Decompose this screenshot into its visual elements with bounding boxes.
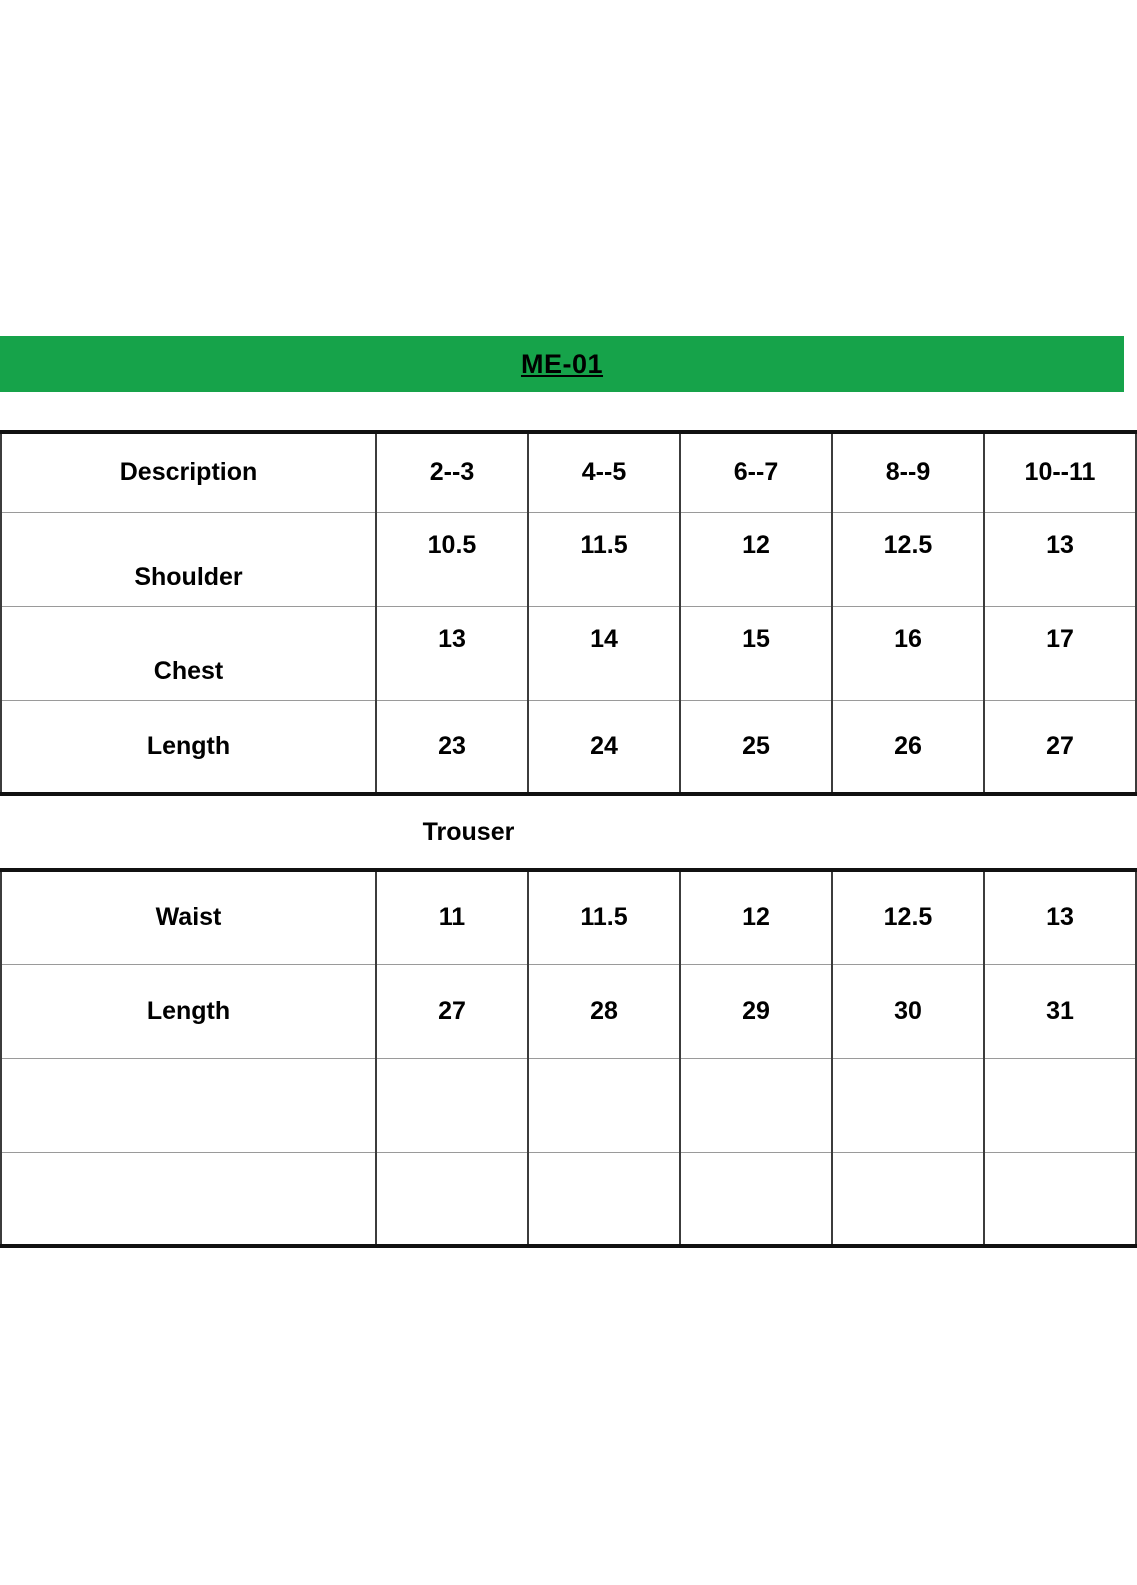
empty-cell-2-1: [376, 1152, 528, 1246]
table-row: [1, 1058, 1136, 1152]
chart-title-bar: [0, 336, 1124, 392]
table-row: [1, 606, 1136, 700]
table-row: [1, 1152, 1136, 1246]
cell-chest-3: 15: [680, 606, 832, 700]
cell-shoulder-5: 13: [984, 512, 1136, 606]
cell-trouser-length-3: 29: [680, 964, 832, 1058]
page-title: ME-01: [520, 348, 604, 379]
cell-trouser-length-4: 30: [832, 964, 984, 1058]
cell-waist-4: 12.5: [832, 870, 984, 964]
cell-length-1: 23: [376, 700, 528, 794]
table-header-row: [1, 432, 1136, 512]
column-header-size-2: 4--5: [528, 432, 680, 512]
empty-cell-2-5: [984, 1152, 1136, 1246]
empty-cell-2-3: [680, 1152, 832, 1246]
cell-shoulder-2: 11.5: [528, 512, 680, 606]
column-header-description: Description: [1, 432, 376, 512]
empty-cell-1-2: [528, 1058, 680, 1152]
empty-cell-2-2: [528, 1152, 680, 1246]
table-row: [1, 700, 1136, 794]
row-label-length: Length: [1, 700, 376, 794]
row-label-waist: Waist: [1, 870, 376, 964]
table-row: [1, 870, 1136, 964]
column-header-size-4: 8--9: [832, 432, 984, 512]
cell-length-5: 27: [984, 700, 1136, 794]
empty-cell-1-5: [984, 1058, 1136, 1152]
cell-shoulder-3: 12: [680, 512, 832, 606]
cell-chest-2: 14: [528, 606, 680, 700]
cell-chest-4: 16: [832, 606, 984, 700]
cell-length-4: 26: [832, 700, 984, 794]
cell-length-3: 25: [680, 700, 832, 794]
empty-cell-2-4: [832, 1152, 984, 1246]
column-header-size-1: 2--3: [376, 432, 528, 512]
cell-waist-5: 13: [984, 870, 1136, 964]
trouser-measurement-table: [0, 868, 1137, 1248]
empty-row-label-1: [1, 1058, 376, 1152]
spacer-below-title: [0, 392, 1137, 430]
empty-cell-1-4: [832, 1058, 984, 1152]
table-row: [1, 512, 1136, 606]
cell-trouser-length-5: 31: [984, 964, 1136, 1058]
trouser-section-heading: [0, 796, 1137, 868]
column-header-size-3: 6--7: [680, 432, 832, 512]
cell-chest-5: 17: [984, 606, 1136, 700]
empty-cell-1-1: [376, 1058, 528, 1152]
cell-trouser-length-2: 28: [528, 964, 680, 1058]
row-label-trouser-length: Length: [1, 964, 376, 1058]
cell-chest-1: 13: [376, 606, 528, 700]
row-label-chest: Chest: [1, 606, 376, 700]
cell-waist-1: 11: [376, 870, 528, 964]
table-row: [1, 964, 1136, 1058]
cell-waist-2: 11.5: [528, 870, 680, 964]
cell-waist-3: 12: [680, 870, 832, 964]
cell-length-2: 24: [528, 700, 680, 794]
shirt-measurement-table: [0, 430, 1137, 796]
cell-trouser-length-1: 27: [376, 964, 528, 1058]
empty-row-label-2: [1, 1152, 376, 1246]
cell-shoulder-1: 10.5: [376, 512, 528, 606]
trouser-heading-label: Trouser: [422, 817, 515, 846]
column-header-size-5: 10--11: [984, 432, 1136, 512]
empty-cell-1-3: [680, 1058, 832, 1152]
row-label-shoulder: Shoulder: [1, 512, 376, 606]
size-chart-sheet: [0, 336, 1137, 1248]
cell-shoulder-4: 12.5: [832, 512, 984, 606]
